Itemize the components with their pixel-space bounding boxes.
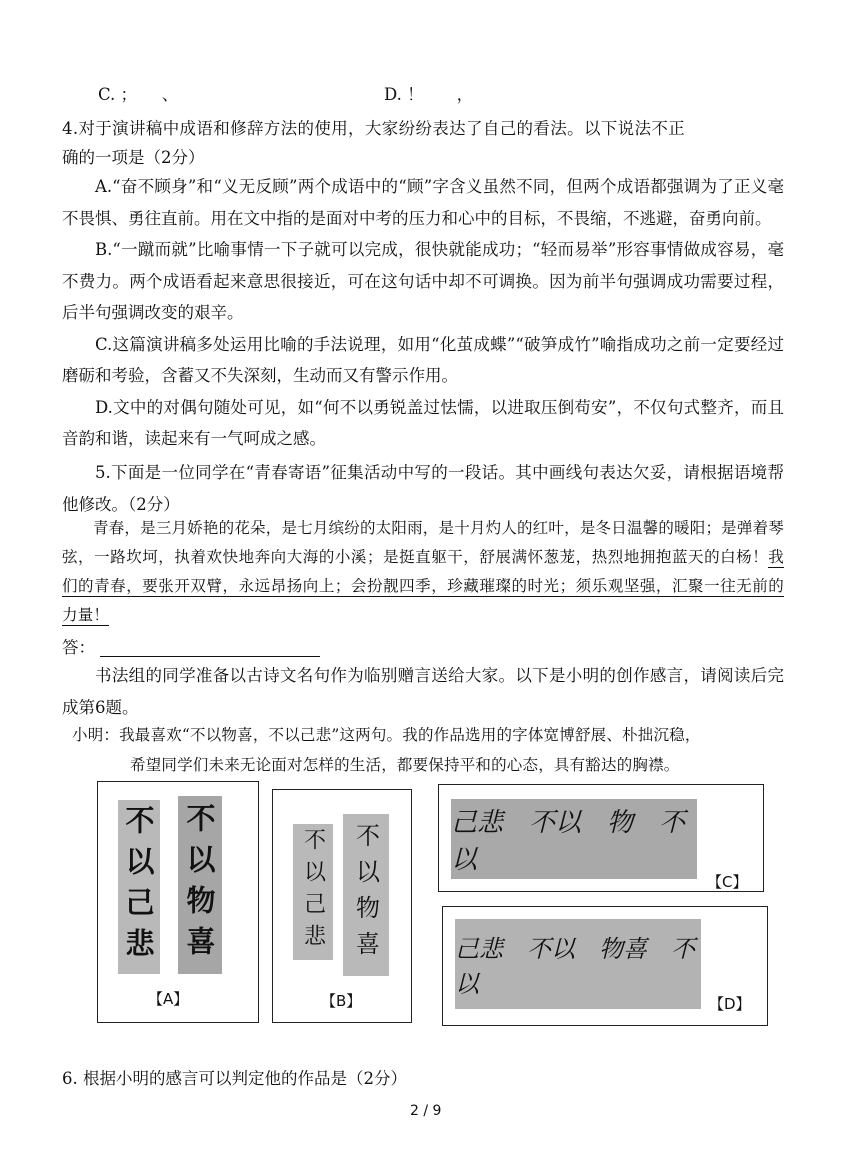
q4-option-a: A.“奋不顾身”和“义无反顾”两个成语中的“顾”字含义虽然不同，但两个成语都强调为了正义毫不畏惧、勇往直前。用在文中指的是面对中考的压力和心中的目标，不畏缩，不逃避，奋勇向前。 [62, 177, 784, 228]
page-number: 2 / 9 [410, 1103, 442, 1119]
artwork-b-right-column: 不以物喜 [351, 823, 380, 967]
q4-option-d: D.文中的对偶句随处可见，如“何不以勇锐盖过怯懦，以进取压倒苟安”，不仅句式整齐，而且音韵和谐，读起来有一气呵成之感。 [62, 397, 784, 448]
xiaoming-line2: 希望同学们未来无论面对怎样的生活，都要保持平和的心态，具有豁达的胸襟。 [130, 756, 680, 774]
q5-stem-text: 5.下面是一位同学在“青春寄语”征集活动中写的一段话。其中画线句表达欠妥，请根据语境帮他修改。（2分） [62, 463, 784, 514]
q6-stem: 6. 根据小明的感言可以判定他的作品是（2分） [62, 1069, 407, 1088]
artwork-a-label: 【A】 [148, 990, 189, 1008]
calligraphy-intro-text: 书法组的同学准备以古诗文名句作为临别赠言送给大家。以下是小明的创作感言，请阅读后完成第6题。 [62, 666, 784, 717]
q4-options [62, 171, 784, 455]
artwork-b [272, 789, 412, 1023]
q4-option-c: C.这篇演讲稿多处运用比喻的手法说理，如用“化茧成蝶”“破笋成竹”喻指成功之前一定要经过磨砺和考验，含蓄又不失深刻，生动而又有警示作用。 [62, 334, 784, 385]
q5-stem [62, 457, 784, 520]
artwork-b-label: 【B】 [321, 992, 362, 1010]
q5-passage-plain: 青春，是三月娇艳的花朵，是七月缤纷的太阳雨，是十月灼人的红叶，是冬日温馨的暖阳；是弹着琴弦，一路坎坷，执着欢快地奔向大海的小溪；是挺直躯干，舒展满怀葱茏，热烈地拥抱蓝天的白杨！ [62, 519, 784, 566]
calligraphy-intro [62, 660, 784, 723]
artwork-d-label: 【D】 [709, 995, 751, 1013]
artwork-c-label: 【C】 [707, 873, 748, 891]
artwork-a [97, 781, 259, 1023]
q3-option-c: C. ； 、 [98, 85, 179, 104]
q4-option-b: B.“一蹴而就”比喻事情一下子就可以完成，很快就能成功；“轻而易举”形容事情做成容易，毫不费力。两个成语看起来意思很接近，可在这句话中却不可调换。因为前半句强调成功需要过程，后半句强调改变的艰辛。 [62, 240, 784, 322]
xiaoming-line1: 小明：我最喜欢“不以物喜，不以己悲”这两句。我的作品选用的字体宽博舒展、朴拙沉稳， [72, 726, 701, 744]
artwork-d [442, 906, 768, 1026]
artwork-b-left-column: 不以己悲 [300, 828, 326, 956]
q3-option-d: D. ！ ， [384, 85, 474, 104]
q5-passage [62, 514, 784, 630]
q5-answer-label: 答： [62, 638, 95, 657]
q5-passage-text [62, 514, 784, 630]
artwork-a-left-column: 不以己悲 [121, 805, 156, 969]
artwork-c-text: 己悲 不以 物 不以 [451, 808, 686, 875]
artwork-a-right-column: 不以物喜 [182, 803, 217, 967]
artwork-c [438, 784, 764, 892]
artwork-d-text: 己悲 不以 物喜 不以 [455, 935, 695, 998]
q4-stem-line1: 4.对于演讲稿中成语和修辞方法的使用，大家纷纷表达了自己的看法。以下说法不正 [62, 119, 686, 138]
q5-passage-underlined: 我们的青春，要张开双臂，永远昂扬向上；会扮靓四季，珍藏璀璨的时光；须乐观坚强，汇聚一往无前的力量！ [62, 548, 784, 624]
q5-answer-line[interactable] [100, 656, 320, 657]
q4-stem-line2: 确的一项是（2分） [62, 148, 205, 167]
